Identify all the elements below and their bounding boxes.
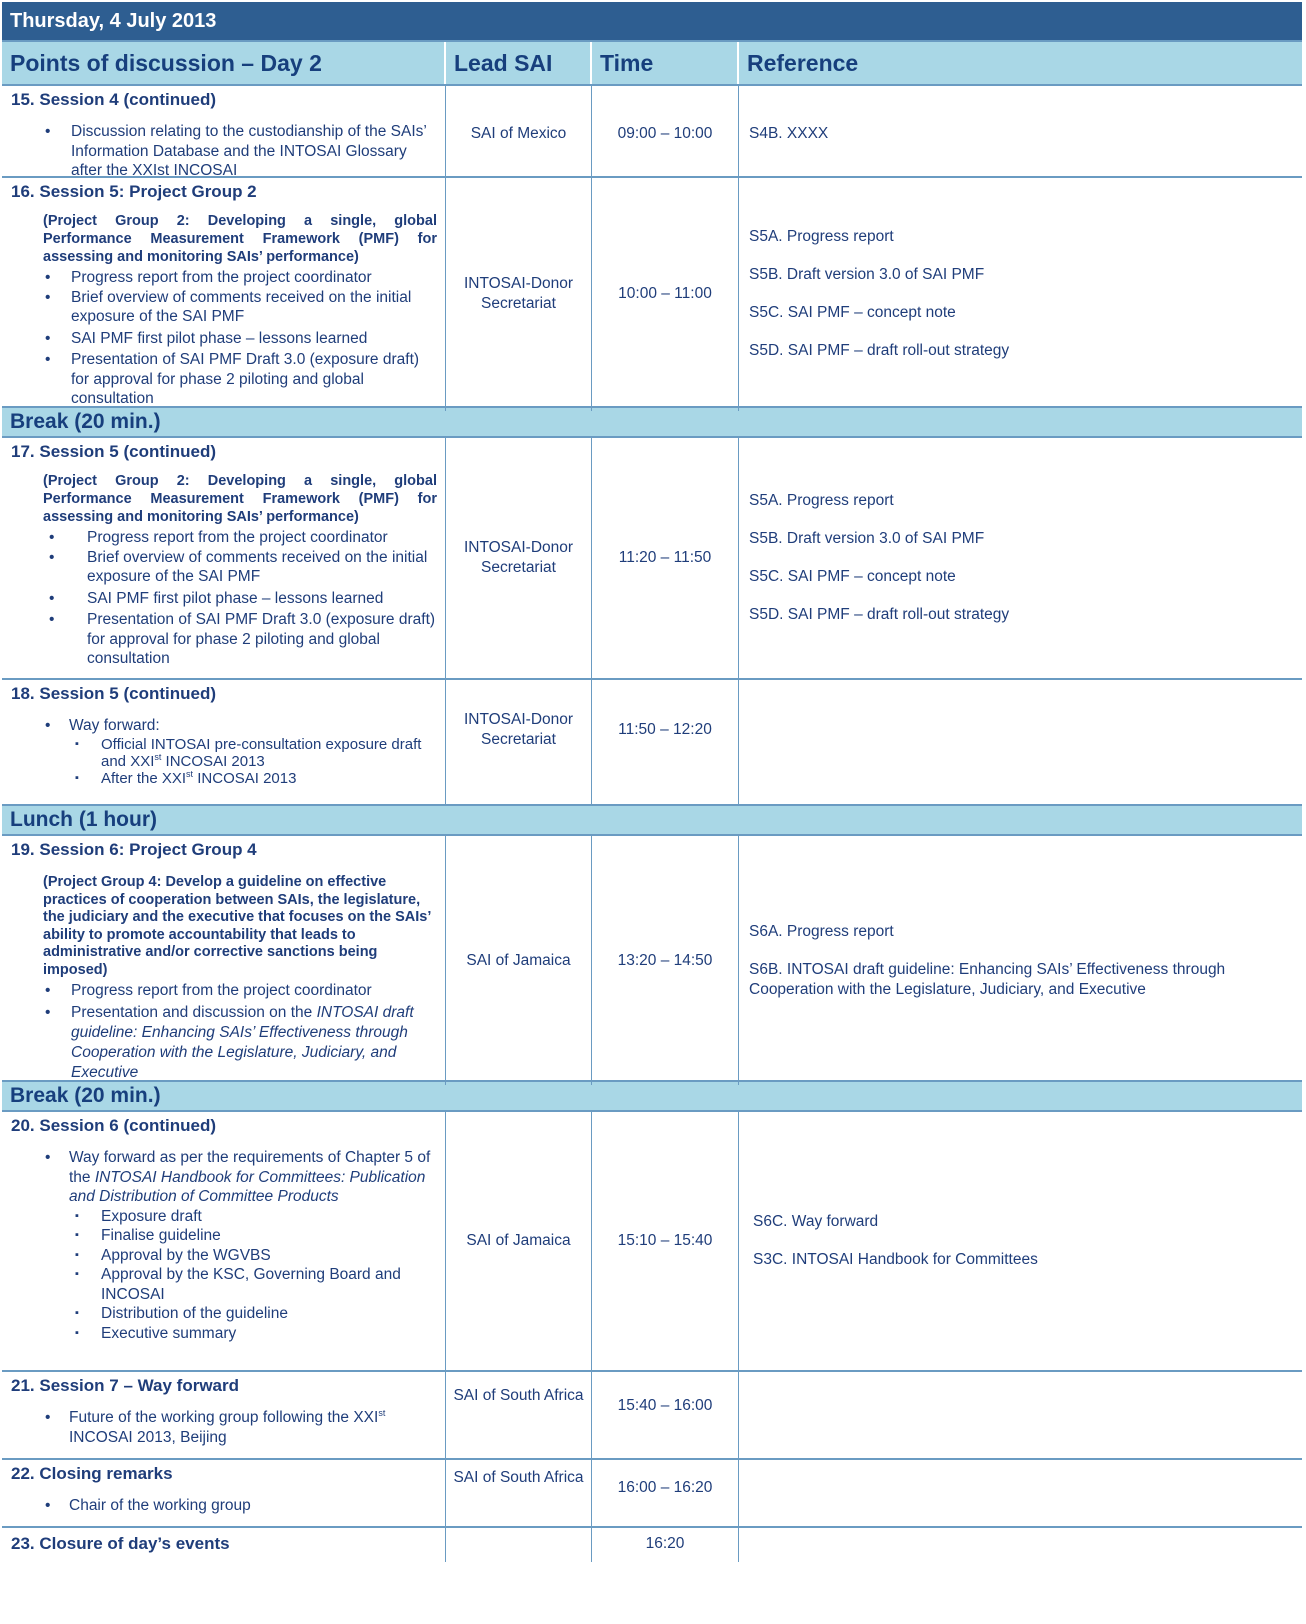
- reference-cell: [739, 1372, 1302, 1458]
- superscript: st: [154, 751, 162, 762]
- text-part: Presentation and discussion on the: [71, 1004, 317, 1021]
- lead-sai: SAI of South Africa: [446, 1372, 592, 1458]
- reference-item: S5C. SAI PMF – concept note: [749, 568, 956, 585]
- sub-bullet-item: ▪ Approval by the KSC, Governing Board and INCOSAI: [11, 1265, 437, 1304]
- reference-item: S4B. XXXX: [749, 125, 829, 143]
- bullet-item: • Presentation of SAI PMF Draft 3.0 (exposure draft) for approval for phase 2 piloting and global consultation: [11, 350, 437, 409]
- text-part: Future of the working group following the XXI: [69, 1409, 379, 1426]
- lead-sai: SAI of South Africa: [446, 1460, 592, 1526]
- session-title: 23. Closure of day’s events: [11, 1534, 230, 1553]
- reference-cell: [739, 1112, 1302, 1370]
- agenda-row-16: [2, 178, 1302, 408]
- topic-cell: [2, 438, 446, 678]
- reference-item: S6A. Progress report: [749, 922, 894, 940]
- reference-cell: [739, 1460, 1302, 1526]
- reference-item: S5B. Draft version 3.0 of SAI PMF: [749, 266, 985, 284]
- topic-cell: [2, 1460, 446, 1526]
- topic-cell: [2, 680, 446, 804]
- italic-title: INTOSAI draft guideline: Enhancing SAIs’ Effectiveness through Cooperation with the Legislature, Judiciary, and Executive: [71, 1004, 414, 1081]
- time-slot: 16:20: [592, 1528, 739, 1562]
- bullet-item: • Chair of the working group: [11, 1496, 437, 1516]
- agenda-row-23: [2, 1528, 1302, 1562]
- bullet-list: [11, 1408, 437, 1447]
- agenda-row-22: [2, 1460, 1302, 1528]
- text-part: INCOSAI 2013: [193, 769, 297, 787]
- reference-item: S5D. SAI PMF – draft roll-out strategy: [749, 342, 1010, 360]
- agenda-row-17: [2, 438, 1302, 680]
- reference-cell: [739, 1528, 1302, 1562]
- bullet-list: [11, 268, 437, 409]
- lunch-band: Lunch (1 hour): [2, 806, 1302, 836]
- lead-sai: INTOSAI-Donor Secretariat: [446, 178, 592, 411]
- time-slot: 15:10 – 15:40: [592, 1112, 739, 1370]
- bullet-item: • Brief overview of comments received on the initial exposure of the SAI PMF: [11, 548, 437, 587]
- agenda-row-18: [2, 680, 1302, 806]
- reference-cell: [739, 438, 1302, 678]
- bullet-item: • SAI PMF first pilot phase – lessons learned: [11, 589, 437, 609]
- time-slot: 16:00 – 16:20: [592, 1460, 739, 1526]
- reference-item: S5D. SAI PMF – draft roll-out strategy: [749, 606, 1010, 623]
- sub-bullet-item: [11, 736, 437, 770]
- header-reference: Reference: [747, 50, 859, 76]
- reference-item: S6B. INTOSAI draft guideline: Enhancing SAIs’ Effectiveness through Cooperation with the Legislature, Judiciary, and Executive: [749, 960, 1226, 998]
- sub-bullet-item: ▪ Finalise guideline: [11, 1226, 437, 1246]
- reference-cell: [739, 178, 1302, 411]
- reference-cell: [739, 86, 1302, 183]
- bullet-item: [11, 1148, 437, 1207]
- text-part: INCOSAI 2013: [161, 752, 265, 770]
- sub-bullet-list: [11, 736, 437, 787]
- agenda-row-21: [2, 1372, 1302, 1460]
- reference-item: S5B. Draft version 3.0 of SAI PMF: [749, 530, 985, 547]
- time-slot: 15:40 – 16:00: [592, 1372, 739, 1458]
- reference-cell: [739, 836, 1302, 1085]
- bullet-item: • Progress report from the project coordinator: [11, 981, 437, 1001]
- sub-bullet-item: ▪ Executive summary: [11, 1324, 437, 1344]
- break-band: Break (20 min.): [2, 408, 1302, 438]
- bullet-item: • Progress report from the project coordinator: [11, 528, 437, 548]
- sub-bullet-item: ▪ Distribution of the guideline: [11, 1304, 437, 1324]
- text-part: Way forward as per the requirements of Chapter 5 of the: [69, 1149, 431, 1186]
- bullet-item: [11, 1408, 437, 1447]
- topic-cell: [2, 1528, 446, 1562]
- reference-item: S6C. Way forward: [753, 1213, 879, 1230]
- day-title: Thursday, 4 July 2013: [2, 2, 1302, 40]
- reference-item: S5C. SAI PMF – concept note: [749, 304, 956, 322]
- bullet-item: • Presentation of SAI PMF Draft 3.0 (exposure draft) for approval for phase 2 piloting and global consultation: [11, 610, 437, 669]
- lead-sai: SAI of Jamaica: [446, 836, 592, 1085]
- sub-bullet-list: [11, 1207, 437, 1344]
- bullet-list: [11, 122, 437, 181]
- bullet-item: • Discussion relating to the custodianship of the SAIs’ Information Database and the INTOSAI Glossary after the XXIst INCOSAI: [11, 122, 437, 181]
- topic-cell: [2, 1372, 446, 1458]
- agenda-row-20: [2, 1112, 1302, 1372]
- text-part: Official INTOSAI pre-consultation exposure draft and XXI: [101, 735, 422, 770]
- superscript: st: [378, 1407, 386, 1418]
- time-slot: 11:50 – 12:20: [592, 680, 739, 804]
- bullet-item: • Way forward:: [11, 716, 437, 736]
- session-title: 17. Session 5 (continued): [11, 442, 216, 461]
- time-slot: 11:20 – 11:50: [592, 438, 739, 678]
- header-time: Time: [592, 42, 739, 84]
- project-group-description: (Project Group 2: Developing a single, global Performance Measurement Framework (PMF) for assessing and monitoring SAIs’ performance): [43, 213, 437, 265]
- sub-bullet-item: [11, 770, 437, 787]
- session-title: 20. Session 6 (continued): [11, 1116, 216, 1135]
- bullet-list: [11, 528, 437, 669]
- session-title: 22. Closing remarks: [11, 1464, 173, 1483]
- reference-cell: [739, 680, 1302, 804]
- header-points: Points of discussion – Day 2: [2, 42, 446, 84]
- session-title: 21. Session 7 – Way forward: [11, 1376, 240, 1395]
- superscript: st: [186, 768, 194, 779]
- project-group-description: (Project Group 4: Develop a guideline on effective practices of cooperation between SAIs, the legislature, the judiciary and the executive that focuses on the SAIs’ ability to promote accountability that leads to administrative and/or corrective sanctions being imposed): [43, 874, 431, 978]
- agenda-table: [2, 2, 1302, 1562]
- time-slot: 13:20 – 14:50: [592, 836, 739, 1085]
- agenda-row-15: [2, 86, 1302, 178]
- lead-sai: SAI of Mexico: [446, 86, 592, 183]
- bullet-item: • Brief overview of comments received on the initial exposure of the SAI PMF: [11, 288, 437, 327]
- session-title: 19. Session 6: Project Group 4: [11, 840, 257, 859]
- bullet-item: • Progress report from the project coordinator: [11, 268, 437, 288]
- session-title: 18. Session 5 (continued): [11, 684, 216, 703]
- sub-bullet-item: ▪ Exposure draft: [11, 1207, 437, 1227]
- bullet-item: [11, 1003, 437, 1083]
- topic-cell: [2, 836, 446, 1085]
- bullet-list: [11, 1148, 437, 1207]
- lead-sai: [446, 1528, 592, 1562]
- reference-item: S5A. Progress report: [749, 228, 894, 246]
- header-lead: Lead SAI: [446, 42, 592, 84]
- bullet-list: [11, 1496, 437, 1516]
- topic-cell: [2, 1112, 446, 1370]
- topic-cell: [2, 178, 446, 411]
- table-header: [2, 40, 1302, 86]
- bullet-list: [11, 716, 437, 736]
- session-title: 15. Session 4 (continued): [11, 90, 216, 109]
- topic-cell: [2, 86, 446, 183]
- lead-sai: INTOSAI-Donor Secretariat: [446, 680, 592, 804]
- project-group-description: (Project Group 2: Developing a single, global Performance Measurement Framework (PMF) for assessing and monitoring SAIs’ performance): [43, 473, 437, 525]
- session-title: 16. Session 5: Project Group 2: [11, 182, 257, 201]
- reference-item: S5A. Progress report: [749, 492, 894, 509]
- time-slot: 10:00 – 11:00: [592, 178, 739, 411]
- reference-item: S3C. INTOSAI Handbook for Committees: [753, 1251, 1038, 1268]
- sub-bullet-item: ▪ Approval by the WGVBS: [11, 1246, 437, 1266]
- bullet-item: • SAI PMF first pilot phase – lessons learned: [11, 329, 437, 349]
- agenda-row-19: [2, 836, 1302, 1082]
- break-band: Break (20 min.): [2, 1082, 1302, 1112]
- italic-title: INTOSAI Handbook for Committees: Publication and Distribution of Committee Products: [69, 1168, 426, 1205]
- time-slot: 09:00 – 10:00: [592, 86, 739, 183]
- text-part: After the XXI: [101, 769, 187, 787]
- lead-sai: INTOSAI-Donor Secretariat: [446, 438, 592, 678]
- bullet-list: [11, 981, 437, 1083]
- text-part: INCOSAI 2013, Beijing: [69, 1428, 227, 1446]
- lead-sai: SAI of Jamaica: [446, 1112, 592, 1370]
